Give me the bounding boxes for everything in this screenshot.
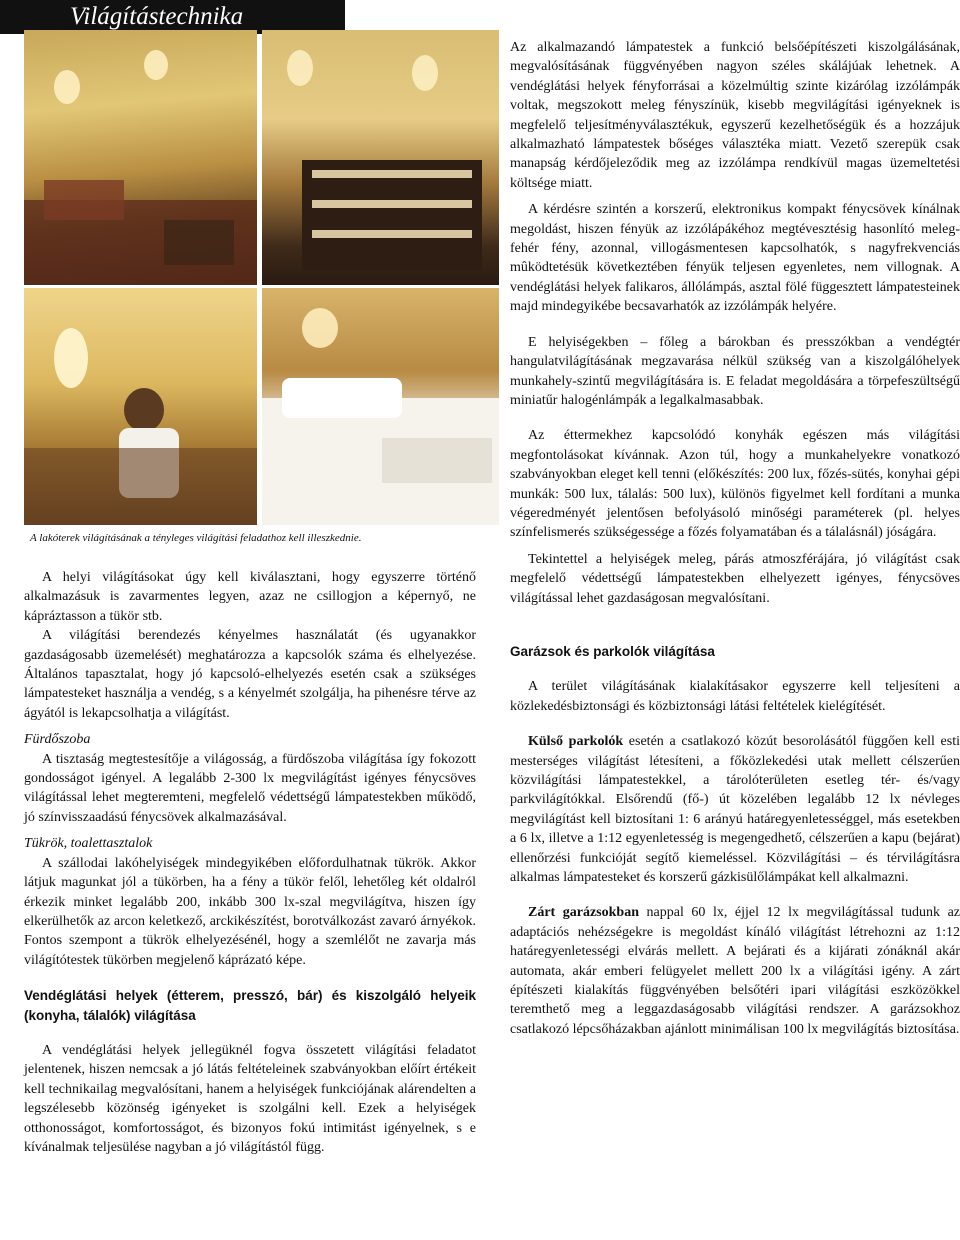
- right-paragraph-6: A terület világításának kialakításakor egyszerre kell teljesíteni a közlekedésbiztonsági és közbiztonsági látási feltételek kielégítését.: [510, 679, 960, 714]
- right-paragraph-1: Az alkalmazandó lámpatestek a funkció belsőépítészeti kiszolgálásának, megvalósításának függvényében nagyon széles skálájúak lehetnek. A vendéglátási helyek fényforrásai a közelmúltig szinte kizárólag izzólámpák voltak, megszokott meleg fényszínük, kisebb megvilágítási igényeknek is megfelelő teljesítményválasztékuk, egyszerű kezelhetőségük és a hozzájuk alkalmazható lámpatestek bőséges választéka miatt. Vezető szerepük csak manapság kérdőjeleződik meg az izzólámpa rendkívül magas üzemeltetési költsége miatt.: [510, 40, 960, 191]
- photo-restaurant-interior: [24, 30, 257, 285]
- bathroom-subheading: Fürdőszoba: [24, 732, 91, 748]
- mirror-subheading: Tükrök, toalettasztalok: [24, 836, 153, 852]
- right-paragraph-7: [510, 732, 960, 887]
- garage-section-heading: Garázsok és parkolók világítása: [510, 643, 715, 659]
- right-column: [510, 38, 960, 1039]
- left-paragraph-1: A helyi világításokat úgy kell kiválasztani, hogy egyszerre történő alkalmazásuk is zavarmentes legyen, azaz ne csillogjon a képernyő, ne kápráztasson a tükör stb.: [24, 570, 476, 624]
- outdoor-parking-text: esetén a csatlakozó közút besorolásától függően kell esti mesterséges világítást létesíteni, a főközlekedési utak mellett célszerűen közvilágítási lámpatestekkel, a tárolóterületen esetleg tér- és/vagy parkvilágítókkal. Elsőrendű (fő-) út közelében legalább 12 lx névleges megvilágítást kell biztosítani 1: 6 arányú határegyenletességgel, más esetekben a 6 lx, illetve a 1:12 egyenletesség is megengedhető, célszerűen a kapu (bejárat) ellenőrzési funkcióját segítő kiemeléssel. Közvilágítási – és térvilágításra alkalmas lámpatesteket és korszerű gázkisülőlámpákat kell alkalmazni.: [510, 734, 960, 886]
- closed-garage-text: nappal 60 lx, éjjel 12 lx megvilágítással tudunk az adaptációs nehézségekre is megoldást kínáló világítást létrehozni az 1:12 határegyenletességi elvárás mellett. A bejárati és a kijárati zónáknál akár automata, akár emberi felügyelet mellett 200 lx a világítási igény. A zárt építészeti kialakítás függvényében belsőtéri ipari világítási eszközökkel teremthető meg a leggazdaságosabb világítási rendszer. A garázsokhoz csatlakozó lépcsőházakban ajánlott minimálisan 100 lx megvilágítás biztosítása.: [510, 905, 960, 1037]
- right-paragraph-5: Tekintettel a helyiségek meleg, párás atmoszférájára, jó világítást csak megfelelő védettségű lámpatestekben elhelyezett igényes, fénycsöves világítással lehet gazdaságosan megvalósítani.: [510, 551, 960, 606]
- page-header-title: Világítástechnika: [0, 0, 345, 34]
- outdoor-parking-label: Külső parkolók: [528, 734, 624, 750]
- left-paragraph-3: A tisztaság megtestesítője a világosság, a fürdőszoba világítása így fokozott gondosságot igényel. A legalább 2-300 lx megvilágítást igényes fénycsöves világítással lehet megteremteni, megfelelő védettségű lámpatestekben működő, jó színvisszaadású fénycsövek alkalmazásával.: [24, 751, 476, 825]
- hospitality-section-heading: Vendéglátási helyek (étterem, presszó, bár) és kiszolgáló helyeik (konyha, tálalók) világítása: [24, 988, 476, 1023]
- left-paragraph-4: A szállodai lakóhelyiségek mindegyikében előfordulhatnak tükrök. Akkor látjuk magunkat jól a tükörben, ha a fény a tükör felől, lehetőleg két oldalról érkezik minket legalább 200, inkább 300 lx-szal megvilágítva, hiszen így elkerülhetők az arcon keletkező, arckikészítést, borotválkozást zavaró árnyékok. Fontos szempont a tükrök elhelyezésénél, hogy a szemlélőt ne zavarja más világítótestek tükörben megjelenő káprázató képe.: [24, 855, 476, 968]
- left-column: [24, 568, 476, 1157]
- left-paragraph-2: A világítási berendezés kényelmes használatát (és ugyanakkor gazdaságosabb üzemelését) meghatározza a kapcsolók száma és elhelyezése. Általános tapasztalat, hogy jó kapcsoló-elhelyezés esetén csak a szükséges lámpatesteket használja a vendég, s a kényelmét szolgálja, ha pihenésre térve az ágyától is lekapcsolhatja a világítást.: [24, 628, 476, 721]
- right-paragraph-2: A kérdésre szintén a korszerű, elektronikus kompakt fénycsövek kínálnak megoldást, hiszen fényük az izzólápákéhoz megtévesztésig hasonlító meleg-fehér fény, azonnal, villogásmentesen kapcsolhatók, s nagyfrekvenciás mûködtetésük következtében fényük teljesen egyenletes, nem villognak. A vendéglátási helyek falikaros, állólámpás, asztal fölé függesztett lámpatesteinek majd mindegyikébe becsavarhatók az izzólámpák helyére.: [510, 202, 960, 315]
- photo-bar-shelves: [262, 30, 499, 285]
- photo-collage: [24, 30, 499, 525]
- photo-woman-on-phone: [24, 288, 257, 525]
- right-paragraph-8: [510, 903, 960, 1039]
- photo-caption: A lakóterek világításának a tényleges világítási feladathoz kell illeszkednie.: [30, 532, 362, 544]
- closed-garage-label: Zárt garázsokban: [528, 905, 639, 921]
- right-paragraph-4: Az éttermekhez kapcsolódó konyhák egészen más világítási megfontolásokat kívánnak. Azon túl, hogy a munkahelyekre vonatkozó szabványokban eleget kell tenni (előkészítés: 200 lux, főzés-sütés, konyhai gépi munkák: 500 lux, tálalás: 500 lux), különös figyelmet kell fordítani a munka végeredményét jelentősen befolyásoló minőségi paraméterek (pl. helyes színfelismerés szükségessége a főzés folyamatában és a tálalásnál) jóságára.: [510, 428, 960, 541]
- photo-hotel-bed: [262, 288, 499, 525]
- right-paragraph-3: E helyiségekben – főleg a bárokban és presszókban a vendégtér hangulatvilágításának megzavarása nélkül szükség van a kiszolgálóhelyek munkahely-szintű megvilágítására is. E feladat megoldására a törpefeszültségű miniatűr halogénlámpák a legalkalmasabbak.: [510, 334, 960, 408]
- left-paragraph-5: A vendéglátási helyek jellegüknél fogva összetett világítási feladatot jelentenek, hiszen nemcsak a jó látás feltételeinek szabványokban előírt értékeit kell technikailag megvalósítani, hanem a helyiségek funkciójának alárendelten a legszélesebb közönség igényeket is szolgálni kell. Ezek a helyiségek otthonosságot, komfortosságot, és bizonyos fokú intimitást igényelnek, s e kívánalmak teljesülése nagyban a jó világítástól függ.: [24, 1042, 476, 1155]
